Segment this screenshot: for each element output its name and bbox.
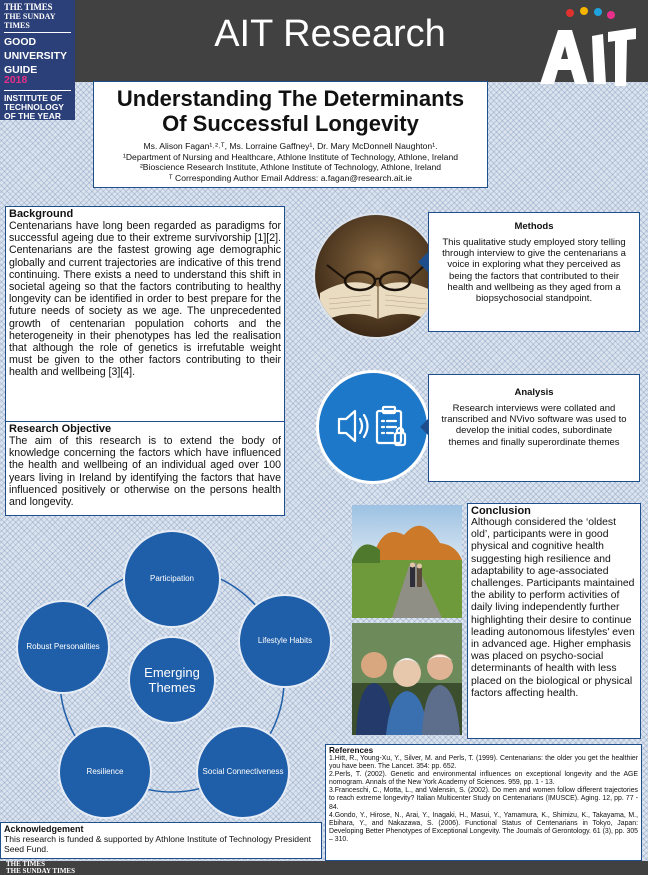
research-objective-section xyxy=(5,421,285,516)
theme-lifestyle-habits: Lifestyle Habits xyxy=(238,594,332,688)
logo-dot-blue xyxy=(594,8,602,16)
speaker-icon xyxy=(339,411,355,441)
sunday-times-badge xyxy=(0,0,75,120)
theme-robust-personalities: Robust Personalities xyxy=(16,600,110,694)
ait-logo xyxy=(528,6,640,92)
theme-center-emerging-themes: Emerging Themes xyxy=(128,636,216,724)
reference-item: 3.Franceschi, C., Motta, L., and Valensin, S. (2002). Do men and women follow different trajectories to reach extreme longevity? Italian Multicenter Study on Centenarians (IMUSCE). Aging. 12, pp. 77 - 84. xyxy=(329,787,638,811)
methods-text: This qualitative study employed story telling through interview to give the centenarians a voice in exploring what they perceived as being the factors that contributed to their health and wellbeing as they aged from a biopsychosocial standpoint. xyxy=(442,237,626,305)
badge-institute-line3: OF THE YEAR xyxy=(4,111,61,121)
conclusion-heading: Conclusion xyxy=(471,505,531,517)
badge-sunday-times-line: THE SUNDAY TIMES xyxy=(4,12,71,33)
methods-section xyxy=(428,212,640,332)
badge-good-line: GOOD xyxy=(4,36,37,48)
book-glasses-photo xyxy=(313,213,439,339)
corresponding-author: ᵀ Corresponding Author Email Address: a.fagan@research.ait.ie xyxy=(168,172,413,183)
background-text: Centenarians have long been regarded as paradigms for successful ageing due to their extreme survivorship [1][2]. Centenarians are the fastest growing age demographic globally and current trajectories are indicative of this trend continuing. There exists a need to understand this shift in societal ageing so that the factors contributing to healthy longevity can be identified in order to best prepare for the future needs of society as we age. The unprecedented growth of centenarian population cohorts and the heterogeneity in their phenotypes has led the realisation that although the role of genetics is irrefutable weight must be given to the other factors contributing to their health and wellbeing [3][4]. xyxy=(9,220,281,379)
badge-guide-line: GUIDE xyxy=(4,64,38,76)
footer-times-logo xyxy=(6,861,75,875)
theme-participation: Participation xyxy=(123,530,221,628)
logo-letter-i xyxy=(592,34,606,84)
reference-item: 2.Perls, T. (2002). Genetic and environmental influences on exceptional longevity and the AGE nomogram. Annals of the New York Academy of Sciences. 959, pp. 1 - 13. xyxy=(329,771,638,787)
background-heading: Background xyxy=(9,208,74,220)
acknowledgement-heading: Acknowledgement xyxy=(4,824,84,834)
reference-item: 4.Gondo, Y., Hirose, N., Arai, Y., Inagaki, H., Masui, Y., Yamamura, K., Shimizu, K., Takayama, M., Ebihara, Y., and Nakazawa, S. (2006). Functional Status of Centenarians in Tokyo, Japan: Developing Better Phenotypes of Exceptional Longevity. The Journals of Gerontology. 61 (3), pp. 305 – 310. xyxy=(329,811,638,843)
theme-resilience: Resilience xyxy=(58,725,152,819)
header-title: AIT Research xyxy=(214,13,446,55)
conclusion-text: Although considered the ‘oldest old’, participants were in good physical and cognitive health suggesting high resilience and adaptability to age-associated challenges. Participants maintained the ability to perform activities of daily living independently further highlighting their desire to continue leading autonomous lifestyles' even in advanced age. Higher emphasis was placed on psycho-social determinants of health with less placed on the biological or physical factors affecting health. xyxy=(471,517,635,699)
affiliation-2: ²Bioscience Research Institute, Athlone Institute of Technology, Athlone, Ireland xyxy=(139,162,442,172)
footer-times-line: THE TIMES xyxy=(6,860,45,868)
references-heading: References xyxy=(329,746,374,755)
theme-social-connectiveness: Social Connectiveness xyxy=(196,725,290,819)
objective-heading: Research Objective xyxy=(9,423,112,435)
poster-title-line1: Understanding The Determinants xyxy=(116,86,465,111)
logo-letter-a xyxy=(540,30,588,84)
reference-item: 1.Hitt, R., Young-Xu, Y., Silver, M. and Perls, T. (1999). Centenarians: the older you get the healthier you have been. The Lancet. 354: pp. 652. xyxy=(329,755,638,771)
footer-band xyxy=(0,861,648,875)
methods-heading: Methods xyxy=(514,221,554,232)
objective-text: The aim of this research is to extend the body of knowledge concerning the factors which have influenced the health and wellbeing of an individual aged over 100 years living in Ireland by identifying the factors that have influenced positively or otherwise on the persons health and longevity. xyxy=(9,435,281,509)
background-section xyxy=(5,206,285,422)
footer-sunday-times-line: THE SUNDAY TIMES xyxy=(6,867,75,875)
analysis-text: Research interviews were collated and transcribed and NVivo software was used to develop the initial codes, subordinate themes and finally superordinate themes xyxy=(441,403,627,448)
logo-dot-red xyxy=(566,9,574,17)
references-section xyxy=(325,744,642,861)
poster-title xyxy=(100,86,481,136)
analysis-heading: Analysis xyxy=(514,387,554,398)
title-box xyxy=(93,81,488,188)
affiliation-1: ¹Department of Nursing and Healthcare, Athlone Institute of Technology, Athlone, Ireland xyxy=(122,151,459,162)
authors-line: Ms. Alison Fagan¹˒²˒ᵀ, Ms. Lorraine Gaffney¹, Dr. Mary McDonnell Naughton¹. xyxy=(143,141,438,151)
analysis-section xyxy=(428,374,640,482)
badge-institute-line2: TECHNOLOGY xyxy=(4,102,64,112)
analysis-icon-circle xyxy=(316,370,430,484)
conclusion-section xyxy=(467,503,641,739)
logo-dot-yellow xyxy=(580,7,588,15)
acknowledgement-section xyxy=(0,822,322,859)
badge-times-line: THE TIMES xyxy=(4,2,53,12)
logo-dot-pink xyxy=(607,11,615,19)
badge-year: 2018 xyxy=(4,74,28,86)
couple-walking-photo xyxy=(352,505,462,618)
acknowledgement-text: This research is funded & supported by Athlone Institute of Technology President Seed Fund. xyxy=(4,834,312,854)
emerging-themes-diagram xyxy=(0,520,320,820)
badge-university-line: UNIVERSITY xyxy=(4,50,68,62)
elderly-family-photo xyxy=(352,623,462,735)
logo-letter-t xyxy=(608,28,636,86)
poster-title-line2: Of Successful Longevity xyxy=(162,111,419,136)
badge-institute-line1: INSTITUTE OF xyxy=(4,90,71,103)
